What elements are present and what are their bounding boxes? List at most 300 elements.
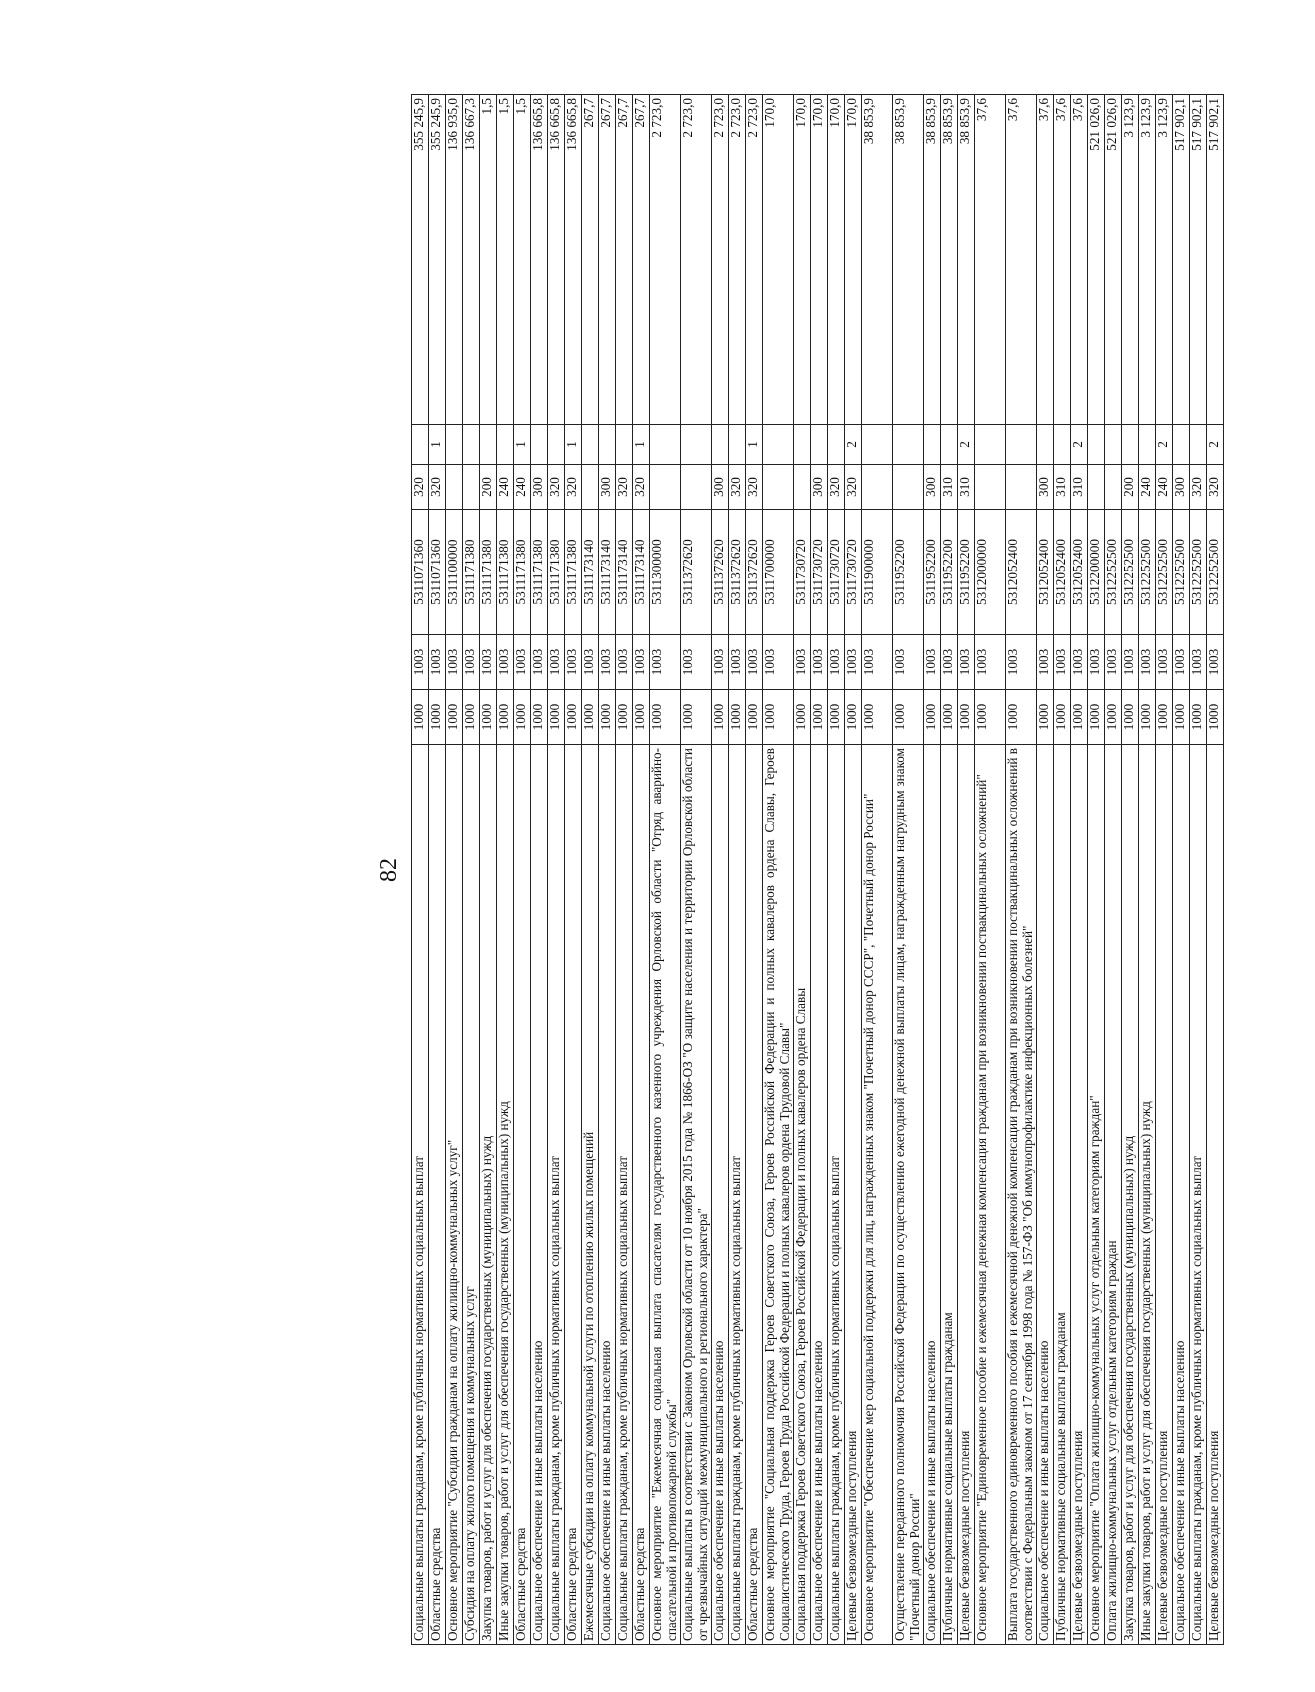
table-row [862,95,893,1645]
cell-subsection: 1003 [924,635,941,690]
cell-funding-source [729,425,746,465]
cell-name: Основное мероприятие "Ежемесячная социальная выплата спасателям государственного казенного учреждения Орловской области "Отряд аварийно-спасательной и противопожарной службы" [650,745,681,1645]
cell-subsection: 1003 [811,635,828,690]
cell-section: 1000 [531,690,548,745]
table-row [1207,95,1224,1645]
cell-target-article: 5311900000 [862,510,893,635]
cell-subsection: 1003 [1006,635,1037,690]
table-row [548,95,565,1645]
table-row [1156,95,1173,1645]
cell-target-article: 5311300000 [650,510,681,635]
cell-funding-source: 1 [633,425,650,465]
cell-target-article: 5312252500 [1207,510,1224,635]
cell-target-article: 5311372620 [712,510,729,635]
cell-funding-source [412,425,429,465]
cell-name: Закупка товаров, работ и услуг для обеспечения государственных (муниципальных) нужд [1122,745,1139,1645]
cell-name: Иные закупки товаров, работ и услуг для обеспечения государственных (муниципальных) нужд [1139,745,1156,1645]
table-row [1006,95,1037,1645]
cell-funding-source [811,425,828,465]
cell-section: 1000 [763,690,794,745]
cell-section: 1000 [480,690,497,745]
cell-expense-type [1105,465,1122,510]
cell-expense-type: 320 [1207,465,1224,510]
cell-name: Основное мероприятие "Социальная поддержка Героев Советского Союза, Героев Российской Федерации и полных кавалеров ордена Славы, Героев Социалистического Труда, Героев Труда Российской Федерации и полных кавалеров ордена Трудовой Славы" [763,745,794,1645]
cell-name: Социальные выплаты в соответствии с Законом Орловской области от 10 ноября 2015 года № 1866-ОЗ "О защите населения и территории Орловской области от чрезвычайных ситуаций межмуниципального и регионального характера" [681,745,712,1645]
cell-expense-type: 320 [633,465,650,510]
cell-target-article: 5311952200 [941,510,958,635]
cell-name: Иные закупки товаров, работ и услуг для обеспечения государственных (муниципальных) нужд [497,745,514,1645]
cell-target-article: 5311952200 [958,510,975,635]
table-row [1190,95,1207,1645]
table-row [497,95,514,1645]
cell-expense-type: 320 [828,465,845,510]
cell-subsection: 1003 [1054,635,1071,690]
cell-expense-type: 310 [941,465,958,510]
cell-section: 1000 [446,690,463,745]
cell-expense-type: 310 [958,465,975,510]
cell-amount: 38 853,9 [958,95,975,425]
cell-amount: 3 123,9 [1122,95,1139,425]
cell-section: 1000 [514,690,531,745]
cell-target-article: 5311100000 [446,510,463,635]
cell-funding-source [1037,425,1054,465]
cell-amount: 136 667,3 [463,95,480,425]
cell-amount: 3 123,9 [1156,95,1173,425]
cell-section: 1000 [582,690,599,745]
cell-name: Социальное обеспечение и иные выплаты населению [1037,745,1054,1645]
cell-amount: 37,6 [1006,95,1037,425]
cell-name: Социальные выплаты гражданам, кроме публичных нормативных социальных выплат [412,745,429,1645]
cell-expense-type: 300 [811,465,828,510]
cell-expense-type [1088,465,1105,510]
cell-target-article: 5312052400 [1054,510,1071,635]
table-row [429,95,446,1645]
cell-expense-type: 320 [746,465,763,510]
table-row [941,95,958,1645]
cell-amount: 267,7 [633,95,650,425]
cell-expense-type: 300 [599,465,616,510]
cell-section: 1000 [463,690,480,745]
cell-target-article: 5312252500 [1139,510,1156,635]
cell-subsection: 1003 [1139,635,1156,690]
cell-expense-type: 300 [712,465,729,510]
cell-amount: 521 026,0 [1105,95,1122,425]
table-row [924,95,941,1645]
cell-expense-type: 300 [1173,465,1190,510]
cell-target-article: 5312252500 [1122,510,1139,635]
cell-expense-type [862,465,893,510]
cell-funding-source [828,425,845,465]
cell-amount: 3 123,9 [1139,95,1156,425]
table-row [1105,95,1122,1645]
cell-section: 1000 [1071,690,1088,745]
cell-funding-source [1173,425,1190,465]
cell-expense-type [763,465,794,510]
cell-section: 1000 [616,690,633,745]
cell-subsection: 1003 [862,635,893,690]
cell-target-article: 5312052400 [1071,510,1088,635]
cell-funding-source [1088,425,1105,465]
cell-section: 1000 [497,690,514,745]
cell-name: Целевые безвозмездные поступления [1071,745,1088,1645]
cell-funding-source: 1 [514,425,531,465]
cell-funding-source: 1 [746,425,763,465]
cell-expense-type [975,465,1006,510]
cell-section: 1000 [1006,690,1037,745]
cell-section: 1000 [828,690,845,745]
cell-expense-type: 240 [514,465,531,510]
cell-name: Социальное обеспечение и иные выплаты населению [599,745,616,1645]
cell-section: 1000 [1190,690,1207,745]
cell-amount: 136 665,8 [531,95,548,425]
cell-amount: 136 665,8 [548,95,565,425]
cell-name: Целевые безвозмездные поступления [958,745,975,1645]
cell-target-article: 5311171380 [531,510,548,635]
cell-subsection: 1003 [1156,635,1173,690]
table-row [1071,95,1088,1645]
cell-section: 1000 [893,690,924,745]
cell-funding-source [497,425,514,465]
cell-target-article: 5311171380 [497,510,514,635]
table-row [958,95,975,1645]
table-row [1139,95,1156,1645]
cell-name: Закупка товаров, работ и услуг для обеспечения государственных (муниципальных) нужд [480,745,497,1645]
cell-subsection: 1003 [1105,635,1122,690]
cell-target-article: 5311171380 [463,510,480,635]
cell-subsection: 1003 [446,635,463,690]
cell-section: 1000 [729,690,746,745]
cell-funding-source [763,425,794,465]
cell-subsection: 1003 [616,635,633,690]
cell-subsection: 1003 [729,635,746,690]
table-row [480,95,497,1645]
page-number: 82 [376,858,402,882]
cell-section: 1000 [681,690,712,745]
cell-name: Публичные нормативные социальные выплаты гражданам [1054,745,1071,1645]
cell-subsection: 1003 [429,635,446,690]
table-row [975,95,1006,1645]
cell-funding-source [582,425,599,465]
cell-subsection: 1003 [763,635,794,690]
cell-section: 1000 [429,690,446,745]
cell-expense-type: 320 [845,465,862,510]
cell-section: 1000 [1207,690,1224,745]
cell-section: 1000 [1105,690,1122,745]
cell-section: 1000 [845,690,862,745]
table-row [1173,95,1190,1645]
cell-name: Основное мероприятие "Обеспечение мер социальной поддержки для лиц, награжденных знаком "Почетный донор СССР", "Почетный донор России" [862,745,893,1645]
cell-funding-source [531,425,548,465]
cell-target-article: 5311171380 [565,510,582,635]
cell-name: Социальные выплаты гражданам, кроме публичных нормативных социальных выплат [828,745,845,1645]
cell-expense-type: 320 [616,465,633,510]
table-row [746,95,763,1645]
cell-name: Социальные выплаты гражданам, кроме публичных нормативных социальных выплат [616,745,633,1645]
cell-subsection: 1003 [1173,635,1190,690]
cell-target-article: 5311171380 [514,510,531,635]
cell-expense-type: 200 [480,465,497,510]
cell-subsection: 1003 [480,635,497,690]
cell-target-article: 5311952200 [893,510,924,635]
cell-subsection: 1003 [412,635,429,690]
cell-expense-type [463,465,480,510]
cell-name: Выплата государственного единовременного пособия и ежемесячной денежной компенсации гражданам при возникновении поствакцинальных осложнений в соответствии с Федеральным законом от 17 сентября 1998 года № 157-ФЗ "Об иммунопрофилактике инфекционных болезней" [1006,745,1037,1645]
cell-amount: 170,0 [811,95,828,425]
cell-section: 1000 [712,690,729,745]
cell-name: Областные средства [633,745,650,1645]
cell-name: Социальная поддержка Героев Советского Союза, Героев Российской Федерации и полных кавалеров ордена Славы [794,745,811,1645]
cell-name: Социальные выплаты гражданам, кроме публичных нормативных социальных выплат [548,745,565,1645]
table-row [1088,95,1105,1645]
cell-name: Ежемесячные субсидии на оплату коммунальной услуги по отоплению жилых помещений [582,745,599,1645]
cell-section: 1000 [958,690,975,745]
cell-target-article: 5312252500 [1156,510,1173,635]
cell-name: Основное мероприятие "Субсидии гражданам на оплату жилищно-коммунальных услуг" [446,745,463,1645]
cell-expense-type: 320 [565,465,582,510]
table-row [531,95,548,1645]
cell-section: 1000 [1054,690,1071,745]
cell-amount: 355 245,9 [429,95,446,425]
cell-subsection: 1003 [794,635,811,690]
table-row [446,95,463,1645]
table-row [514,95,531,1645]
cell-subsection: 1003 [599,635,616,690]
cell-section: 1000 [862,690,893,745]
table-row [1054,95,1071,1645]
cell-target-article: 5311700000 [763,510,794,635]
cell-expense-type [681,465,712,510]
cell-subsection: 1003 [975,635,1006,690]
cell-subsection: 1003 [1037,635,1054,690]
cell-expense-type: 320 [429,465,446,510]
cell-expense-type: 200 [1122,465,1139,510]
cell-name: Областные средства [429,745,446,1645]
cell-subsection: 1003 [531,635,548,690]
table-row [794,95,811,1645]
cell-section: 1000 [1156,690,1173,745]
cell-funding-source [650,425,681,465]
cell-section: 1000 [794,690,811,745]
cell-expense-type [650,465,681,510]
cell-name: Целевые безвозмездные поступления [1156,745,1173,1645]
cell-target-article: 5311171380 [480,510,497,635]
cell-name: Социальные выплаты гражданам, кроме публичных нормативных социальных выплат [729,745,746,1645]
table-row [811,95,828,1645]
cell-subsection: 1003 [958,635,975,690]
cell-subsection: 1003 [681,635,712,690]
cell-name: Целевые безвозмездные поступления [1207,745,1224,1645]
cell-target-article: 5312252500 [1173,510,1190,635]
cell-funding-source [893,425,924,465]
cell-amount: 38 853,9 [941,95,958,425]
cell-name: Областные средства [746,745,763,1645]
cell-amount: 1,5 [514,95,531,425]
cell-expense-type: 240 [1139,465,1156,510]
table-row [1037,95,1054,1645]
cell-subsection: 1003 [1207,635,1224,690]
table-row [729,95,746,1645]
cell-target-article: 5311071360 [412,510,429,635]
cell-subsection: 1003 [1122,635,1139,690]
cell-name: Оплата жилищно-коммунальных услуг отдельным категориям граждан [1105,745,1122,1645]
cell-amount: 38 853,9 [893,95,924,425]
cell-funding-source [446,425,463,465]
cell-funding-source: 1 [565,425,582,465]
cell-expense-type [446,465,463,510]
cell-target-article: 5311730720 [828,510,845,635]
table-row [582,95,599,1645]
budget-table-body [412,95,1224,1645]
cell-name: Целевые безвозмездные поступления [845,745,862,1645]
cell-name: Социальное обеспечение и иные выплаты населению [531,745,548,1645]
cell-amount: 2 723,0 [681,95,712,425]
cell-amount: 355 245,9 [412,95,429,425]
table-row [1122,95,1139,1645]
cell-funding-source [1105,425,1122,465]
cell-amount: 37,6 [1037,95,1054,425]
cell-name: Социальное обеспечение и иные выплаты населению [924,745,941,1645]
table-row [412,95,429,1645]
cell-target-article: 5311730720 [794,510,811,635]
cell-amount: 1,5 [480,95,497,425]
cell-section: 1000 [548,690,565,745]
cell-target-article: 5312252500 [1190,510,1207,635]
cell-amount: 170,0 [828,95,845,425]
cell-subsection: 1003 [582,635,599,690]
cell-section: 1000 [412,690,429,745]
cell-amount: 517 902,1 [1173,95,1190,425]
cell-target-article: 5311171380 [548,510,565,635]
cell-amount: 2 723,0 [650,95,681,425]
budget-table [411,94,1224,1645]
cell-subsection: 1003 [633,635,650,690]
cell-amount: 170,0 [794,95,811,425]
cell-funding-source: 1 [429,425,446,465]
cell-funding-source [794,425,811,465]
cell-amount: 2 723,0 [729,95,746,425]
cell-target-article: 5312252500 [1105,510,1122,635]
cell-subsection: 1003 [514,635,531,690]
cell-funding-source [1190,425,1207,465]
cell-subsection: 1003 [828,635,845,690]
cell-funding-source [480,425,497,465]
cell-funding-source [712,425,729,465]
cell-subsection: 1003 [893,635,924,690]
cell-subsection: 1003 [1190,635,1207,690]
cell-target-article: 5312052400 [1037,510,1054,635]
cell-section: 1000 [1088,690,1105,745]
cell-subsection: 1003 [548,635,565,690]
cell-amount: 517 902,1 [1207,95,1224,425]
cell-subsection: 1003 [463,635,480,690]
cell-target-article: 5311173140 [582,510,599,635]
cell-subsection: 1003 [845,635,862,690]
cell-funding-source [862,425,893,465]
cell-expense-type: 320 [1190,465,1207,510]
cell-expense-type: 240 [497,465,514,510]
cell-name: Публичные нормативные социальные выплаты гражданам [941,745,958,1645]
cell-funding-source: 2 [1071,425,1088,465]
cell-funding-source [1139,425,1156,465]
cell-amount: 170,0 [845,95,862,425]
cell-target-article: 5311730720 [811,510,828,635]
cell-expense-type [893,465,924,510]
cell-amount: 1,5 [497,95,514,425]
cell-funding-source: 2 [845,425,862,465]
cell-section: 1000 [746,690,763,745]
cell-section: 1000 [599,690,616,745]
table-row [463,95,480,1645]
cell-amount: 37,6 [1054,95,1071,425]
cell-name: Основное мероприятие "Оплата жилищно-коммунальных услуг отдельным категориям граждан" [1088,745,1105,1645]
cell-name: Осуществление переданного полномочия Российской Федерации по осуществлению ежегодной денежной выплаты лицам, награжденным нагрудным знаком "Почетный донор России" [893,745,924,1645]
table-row [893,95,924,1645]
cell-funding-source: 2 [958,425,975,465]
table-row [828,95,845,1645]
cell-subsection: 1003 [497,635,514,690]
cell-target-article: 5311730720 [845,510,862,635]
cell-funding-source: 2 [1156,425,1173,465]
cell-name: Социальное обеспечение и иные выплаты населению [1173,745,1190,1645]
table-row [565,95,582,1645]
cell-section: 1000 [975,690,1006,745]
cell-target-article: 5311173140 [616,510,633,635]
cell-amount: 37,6 [975,95,1006,425]
cell-section: 1000 [941,690,958,745]
cell-funding-source [599,425,616,465]
cell-subsection: 1003 [565,635,582,690]
cell-subsection: 1003 [1088,635,1105,690]
cell-funding-source [975,425,1006,465]
cell-target-article: 5312052400 [1006,510,1037,635]
cell-section: 1000 [811,690,828,745]
cell-name: Областные средства [514,745,531,1645]
cell-target-article: 5311173140 [599,510,616,635]
cell-funding-source [548,425,565,465]
cell-amount: 2 723,0 [746,95,763,425]
cell-amount: 37,6 [1071,95,1088,425]
cell-expense-type: 310 [1054,465,1071,510]
table-row [763,95,794,1645]
table-row [681,95,712,1645]
rotated-sheet [375,95,1315,1645]
cell-funding-source [463,425,480,465]
cell-expense-type: 320 [548,465,565,510]
cell-amount: 267,7 [582,95,599,425]
cell-amount: 38 853,9 [924,95,941,425]
table-row [650,95,681,1645]
cell-target-article: 5311173140 [633,510,650,635]
cell-expense-type: 300 [924,465,941,510]
cell-target-article: 5311372620 [681,510,712,635]
cell-expense-type: 320 [412,465,429,510]
cell-section: 1000 [565,690,582,745]
cell-funding-source [924,425,941,465]
cell-section: 1000 [633,690,650,745]
cell-expense-type: 240 [1156,465,1173,510]
cell-funding-source [941,425,958,465]
cell-amount: 38 853,9 [862,95,893,425]
table-row [633,95,650,1645]
cell-target-article: 5311071360 [429,510,446,635]
cell-amount: 136 935,0 [446,95,463,425]
cell-expense-type: 310 [1071,465,1088,510]
cell-amount: 517 902,1 [1190,95,1207,425]
cell-section: 1000 [1139,690,1156,745]
cell-section: 1000 [1037,690,1054,745]
cell-amount: 521 026,0 [1088,95,1105,425]
cell-subsection: 1003 [650,635,681,690]
